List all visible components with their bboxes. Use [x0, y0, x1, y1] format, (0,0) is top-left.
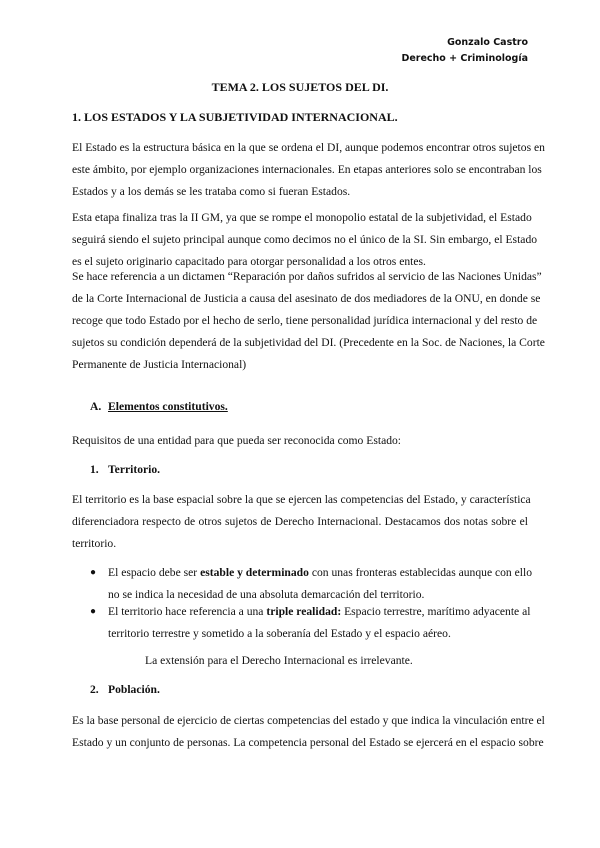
paragraph-3 — [72, 266, 545, 376]
subheading-a — [90, 400, 228, 413]
text-line: sujetos su condición dependerá de la subjetividad del DI. (Precedente en la Soc. de Naciones, la Corte — [72, 336, 545, 349]
text-line: Estados y a los demás se les trataba como si fueran Estados. — [72, 185, 351, 198]
subheading-label: Elementos constitutivos. — [108, 400, 228, 413]
subheading-label: Territorio. — [108, 463, 161, 476]
text-line: Se hace referencia a un dictamen “Reparación por daños sufridos al servicio de las Naciones Unidas” — [72, 270, 542, 283]
subheading-number: 2. — [90, 683, 99, 696]
text-line: es el sujeto originario capacitado para otorgar personalidad a los otros entes. — [72, 255, 426, 268]
text: con unas fronteras establecidas aunque con ello — [308, 566, 533, 579]
text: Espacio terrestre, marítimo adyacente al — [341, 605, 531, 618]
paragraph-4 — [72, 430, 528, 452]
bold-text: estable y determinado — [200, 566, 309, 579]
text-line: El territorio es la base espacial sobre la que se ejercen las competencias del Estado, y característica — [72, 493, 531, 506]
subheading-1 — [90, 463, 160, 476]
text-line: territorio terrestre y sometido a la soberanía del Estado y el espacio aéreo. — [108, 627, 451, 640]
text-line — [108, 562, 533, 584]
text-line: Estado y un conjunto de personas. La competencia personal del Estado se ejercerá en el espacio sobre — [72, 736, 544, 749]
subheading-number: 1. — [90, 463, 99, 476]
bullet-icon: ● — [90, 567, 97, 578]
document-title: TEMA 2. LOS SUJETOS DEL DI. — [211, 80, 389, 94]
text-line: de la Corte Internacional de Justicia a causa del asesinato de dos mediadores de la ONU, en donde se — [72, 292, 541, 305]
text-line: este ámbito, por ejemplo organizaciones internacionales. En etapas anteriores solo se encontraban los — [72, 163, 542, 176]
text-line: Permanente de Justicia Internacional) — [72, 358, 247, 371]
text-line — [108, 601, 531, 623]
subheading-number: A. — [90, 400, 102, 413]
note — [145, 650, 528, 672]
header-course: Derecho + Criminología — [401, 53, 528, 64]
paragraph-6 — [72, 710, 545, 754]
text-line: Requisitos de una entidad para que pueda ser reconocida como Estado: — [72, 434, 402, 447]
paragraph-1 — [72, 137, 545, 203]
subheading-2 — [90, 683, 160, 696]
text: El territorio hace referencia a una — [108, 605, 267, 618]
text-line: recoge que todo Estado por el hecho de serlo, tiene personalidad jurídica internacional y del resto de — [72, 314, 538, 327]
paragraph-2 — [72, 207, 538, 273]
bullet-item — [90, 601, 531, 645]
subheading-label: Población. — [108, 683, 160, 696]
text-line: La extensión para el Derecho Internacional es irrelevante. — [145, 654, 413, 667]
section-heading: 1. LOS ESTADOS Y LA SUBJETIVIDAD INTERNACIONAL. — [72, 110, 398, 124]
text-line: Esta etapa finaliza tras la II GM, ya que se rompe el monopolio estatal de la subjetividad, el Estado — [72, 211, 532, 224]
bullet-item — [90, 562, 533, 606]
header-author: Gonzalo Castro — [447, 37, 528, 48]
bold-text: triple realidad: — [266, 605, 342, 618]
text-line: Es la base personal de ejercicio de ciertas competencias del estado y que indica la vinculación entre el — [72, 714, 545, 727]
text-line: seguirá siendo el sujeto principal aunque como decimos no el único de la SI. Sin embargo, el Estado — [72, 233, 538, 246]
text-line: territorio. — [72, 537, 117, 550]
paragraph-5 — [72, 489, 531, 555]
text: El espacio debe ser — [108, 566, 201, 579]
text-line: no se indica la necesidad de una absoluta demarcación del territorio. — [108, 588, 425, 601]
text-line: El Estado es la estructura básica en la que se ordena el DI, aunque podemos encontrar otros sujetos en — [72, 141, 545, 154]
bullet-icon: ● — [90, 606, 97, 617]
text-line: diferenciadora respecto de otros sujetos de Derecho Internacional. Destacamos dos notas sobre el — [72, 515, 528, 528]
